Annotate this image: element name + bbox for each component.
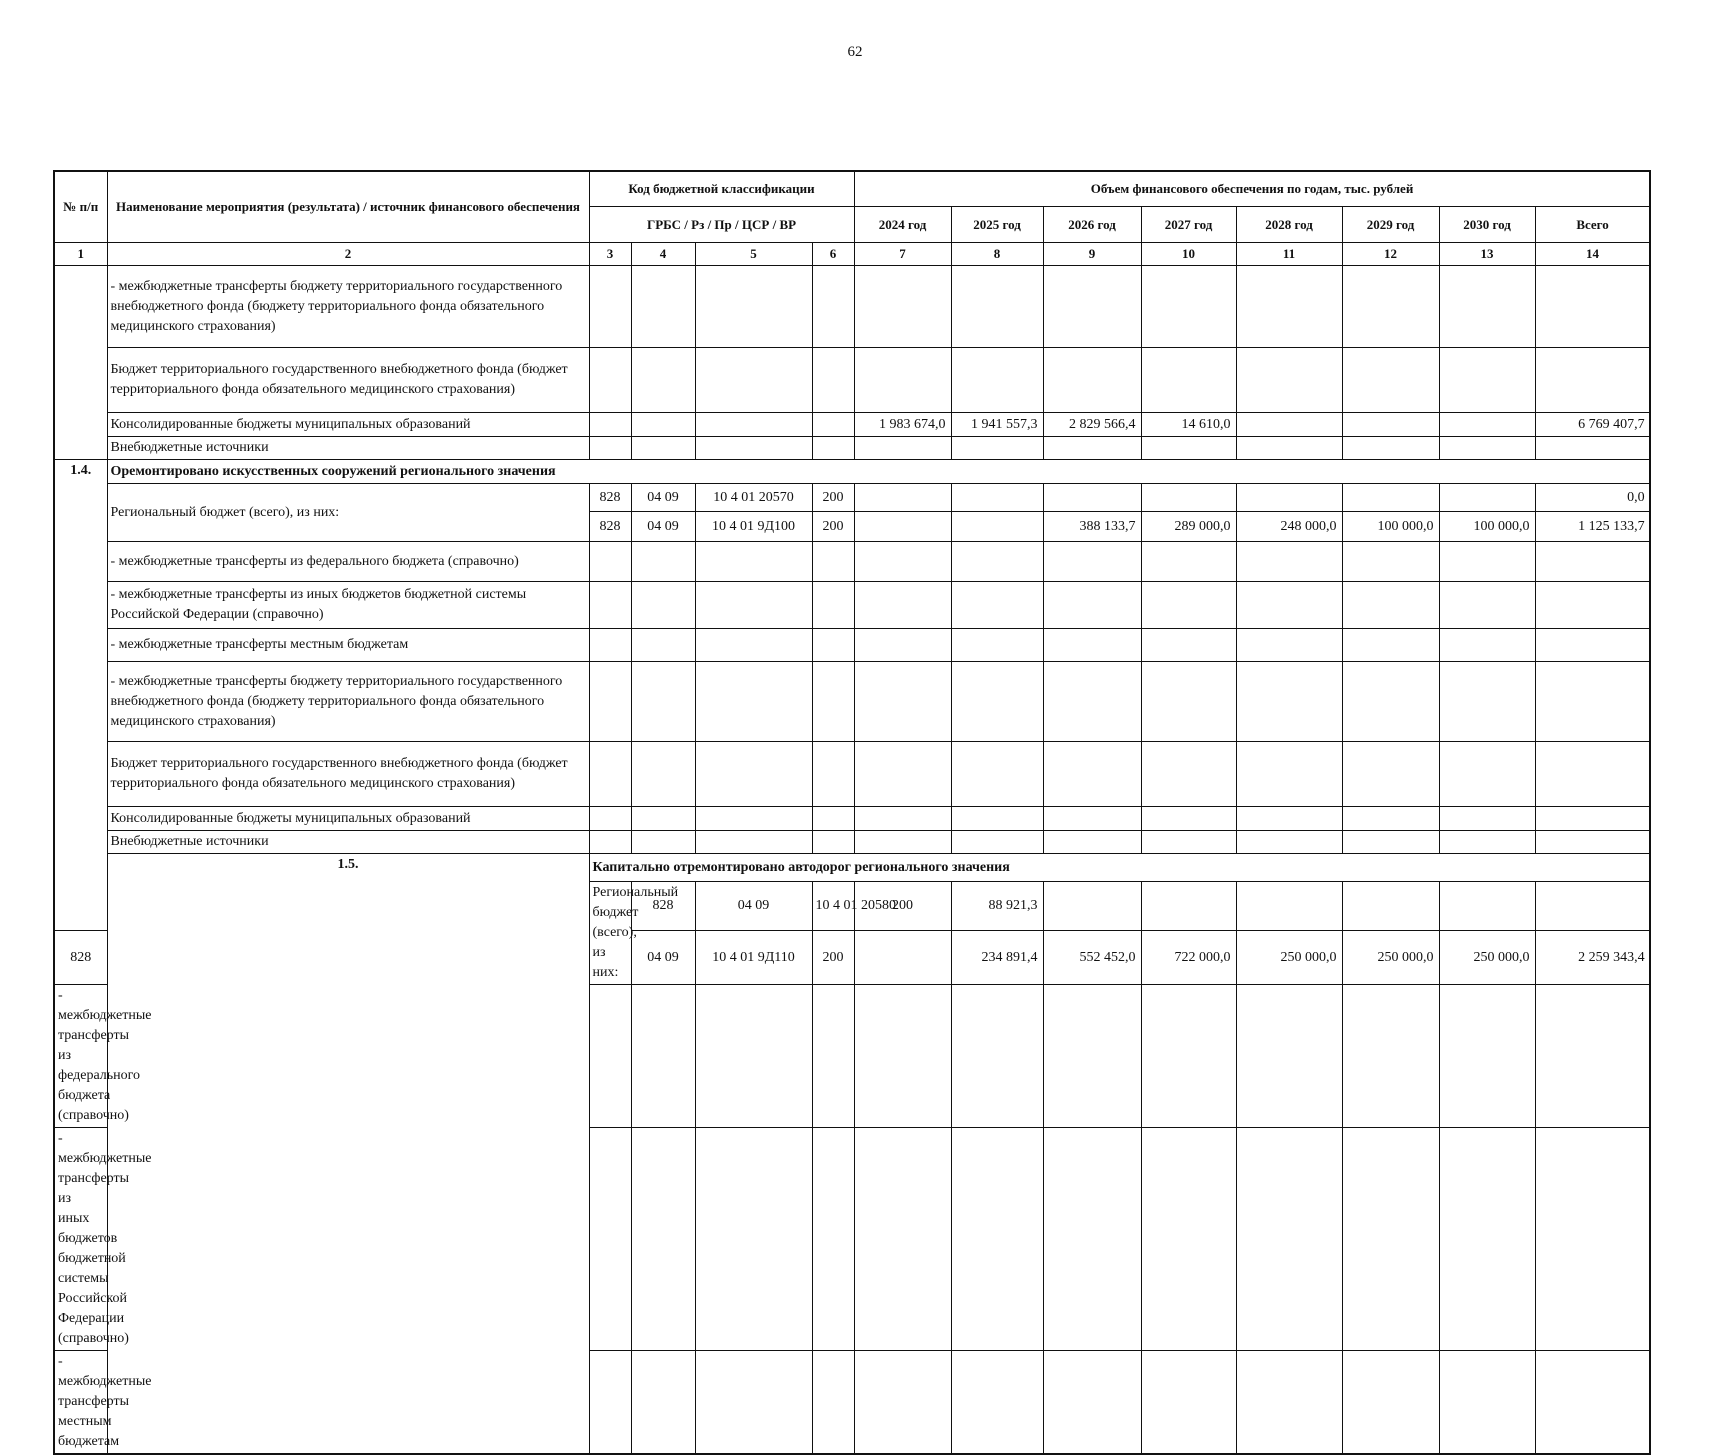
col-number: 2 — [107, 243, 589, 266]
empty-cell — [812, 437, 854, 460]
empty-cell — [1043, 807, 1141, 831]
empty-cell — [1043, 985, 1141, 1128]
value-cell: 2 829 566,4 — [1043, 413, 1141, 437]
header-year: 2024 год — [854, 207, 951, 243]
value-cell: 0,0 — [1535, 484, 1650, 512]
section-row — [54, 460, 1650, 484]
empty-cell — [1439, 348, 1535, 413]
value-cell — [854, 512, 951, 542]
code-cell: 10 4 01 9Д100 — [695, 512, 812, 542]
empty-cell — [631, 542, 695, 582]
value-cell: 250 000,0 — [1439, 931, 1535, 985]
empty-cell — [695, 1128, 812, 1351]
row-name: - межбюджетные трансферты из федерального бюджета (справочно) — [54, 985, 107, 1128]
empty-cell — [854, 437, 951, 460]
empty-cell — [1236, 582, 1342, 629]
empty-cell — [1141, 542, 1236, 582]
header-code-sub: ГРБС / Рз / Пр / ЦСР / ВР — [589, 207, 854, 243]
value-cell: 250 000,0 — [1342, 931, 1439, 985]
table-row — [54, 484, 1650, 512]
col-number: 14 — [1535, 243, 1650, 266]
empty-cell — [1236, 1351, 1342, 1455]
row-name: Региональный бюджет (всего), из них: — [589, 882, 631, 985]
col-number: 7 — [854, 243, 951, 266]
col-number: 8 — [951, 243, 1043, 266]
empty-cell — [812, 266, 854, 348]
header-year: 2029 год — [1342, 207, 1439, 243]
empty-cell — [631, 348, 695, 413]
empty-cell — [951, 582, 1043, 629]
value-cell — [1141, 882, 1236, 931]
value-cell — [1439, 413, 1535, 437]
empty-cell — [1043, 266, 1141, 348]
empty-cell — [1439, 542, 1535, 582]
empty-cell — [1535, 807, 1650, 831]
value-cell — [951, 512, 1043, 542]
empty-cell — [1535, 985, 1650, 1128]
empty-cell — [1439, 266, 1535, 348]
empty-cell — [1535, 831, 1650, 854]
empty-cell — [589, 348, 631, 413]
section-index: 1.5. — [107, 854, 589, 1455]
empty-cell — [854, 662, 951, 742]
empty-cell — [1342, 985, 1439, 1128]
empty-cell — [631, 266, 695, 348]
col-number: 4 — [631, 243, 695, 266]
empty-cell — [812, 413, 854, 437]
table-row — [54, 582, 1650, 629]
empty-cell — [951, 662, 1043, 742]
code-cell: 200 — [812, 512, 854, 542]
empty-cell — [1342, 542, 1439, 582]
header-year: 2030 год — [1439, 207, 1535, 243]
empty-cell — [1043, 437, 1141, 460]
table-row — [54, 807, 1650, 831]
empty-cell — [1535, 742, 1650, 807]
empty-cell — [812, 742, 854, 807]
value-cell — [1043, 882, 1141, 931]
empty-cell — [854, 1351, 951, 1455]
empty-cell — [1043, 348, 1141, 413]
empty-cell — [1439, 437, 1535, 460]
value-cell — [1439, 882, 1535, 931]
empty-cell — [812, 1128, 854, 1351]
empty-cell — [1535, 437, 1650, 460]
code-cell: 200 — [812, 931, 854, 985]
row-name: - межбюджетные трансферты местным бюджетам — [54, 1351, 107, 1455]
empty-cell — [589, 437, 631, 460]
empty-cell — [1342, 807, 1439, 831]
col-number: 11 — [1236, 243, 1342, 266]
empty-cell — [951, 807, 1043, 831]
empty-cell — [1439, 582, 1535, 629]
header-year: 2027 год — [1141, 207, 1236, 243]
empty-cell — [812, 629, 854, 662]
row-name: - межбюджетные трансферты бюджету территориального государственного внебюджетного фонда (бюджету территориального фонда обязательного медицинского страхования) — [107, 662, 589, 742]
header-code: Код бюджетной классификации — [589, 171, 854, 207]
row-name: - межбюджетные трансферты бюджету территориального государственного внебюджетного фонда (бюджету территориального фонда обязательного медицинского страхования) — [107, 266, 589, 348]
empty-cell — [1141, 629, 1236, 662]
empty-cell — [1439, 1128, 1535, 1351]
value-cell: 6 769 407,7 — [1535, 413, 1650, 437]
empty-cell — [1236, 742, 1342, 807]
empty-cell — [1236, 629, 1342, 662]
empty-cell — [631, 437, 695, 460]
col-number: 9 — [1043, 243, 1141, 266]
empty-cell — [589, 1351, 631, 1455]
col-number: 3 — [589, 243, 631, 266]
empty-cell — [1439, 629, 1535, 662]
empty-cell — [1141, 582, 1236, 629]
empty-cell — [1439, 831, 1535, 854]
empty-cell — [1236, 985, 1342, 1128]
empty-cell — [631, 985, 695, 1128]
empty-cell — [631, 629, 695, 662]
value-cell: 250 000,0 — [1236, 931, 1342, 985]
empty-cell — [1043, 542, 1141, 582]
empty-cell — [1141, 266, 1236, 348]
empty-cell — [1236, 831, 1342, 854]
empty-cell — [695, 582, 812, 629]
empty-cell — [589, 266, 631, 348]
table-row — [54, 831, 1650, 854]
value-cell: 1 983 674,0 — [854, 413, 951, 437]
empty-cell — [854, 582, 951, 629]
value-cell — [1535, 882, 1650, 931]
row-name: Внебюджетные источники — [107, 437, 589, 460]
value-cell — [1141, 484, 1236, 512]
empty-cell — [951, 629, 1043, 662]
empty-cell — [951, 1128, 1043, 1351]
empty-cell — [812, 1351, 854, 1455]
section-index: 1.4. — [54, 460, 107, 931]
empty-cell — [812, 985, 854, 1128]
header-year: 2026 год — [1043, 207, 1141, 243]
empty-cell — [1342, 629, 1439, 662]
empty-cell — [1043, 582, 1141, 629]
empty-cell — [1535, 582, 1650, 629]
value-cell: 1 125 133,7 — [1535, 512, 1650, 542]
value-cell — [1439, 484, 1535, 512]
empty-cell — [854, 1128, 951, 1351]
table-row — [54, 348, 1650, 413]
value-cell — [1236, 882, 1342, 931]
row-name: Региональный бюджет (всего), из них: — [107, 484, 589, 542]
col-number: 10 — [1141, 243, 1236, 266]
value-cell — [1236, 484, 1342, 512]
empty-cell — [812, 662, 854, 742]
empty-cell — [1535, 1351, 1650, 1455]
page-number: 62 — [847, 44, 863, 60]
empty-cell — [695, 807, 812, 831]
value-cell — [1043, 484, 1141, 512]
code-cell: 200 — [854, 882, 951, 931]
value-cell — [1236, 413, 1342, 437]
empty-cell — [951, 266, 1043, 348]
table-row — [54, 542, 1650, 582]
value-cell: 289 000,0 — [1141, 512, 1236, 542]
empty-cell — [951, 542, 1043, 582]
empty-cell — [1043, 1351, 1141, 1455]
empty-cell — [631, 413, 695, 437]
empty-cell — [854, 629, 951, 662]
row-name: Бюджет территориального государственного внебюджетного фонда (бюджет территориального фонда обязательного медицинского страхования) — [107, 742, 589, 807]
code-cell: 04 09 — [631, 931, 695, 985]
empty-cell — [1342, 582, 1439, 629]
empty-cell — [1236, 542, 1342, 582]
value-cell: 100 000,0 — [1342, 512, 1439, 542]
empty-cell — [695, 266, 812, 348]
header-year: 2025 год — [951, 207, 1043, 243]
empty-cell — [695, 662, 812, 742]
empty-cell — [1535, 542, 1650, 582]
value-cell: 234 891,4 — [951, 931, 1043, 985]
empty-cell — [812, 582, 854, 629]
empty-cell — [1141, 348, 1236, 413]
empty-cell — [1535, 629, 1650, 662]
col-number: 12 — [1342, 243, 1439, 266]
empty-cell — [1141, 662, 1236, 742]
table-row — [54, 413, 1650, 437]
table-row — [54, 266, 1650, 348]
table-row — [54, 629, 1650, 662]
code-cell: 828 — [631, 882, 695, 931]
empty-cell — [631, 582, 695, 629]
empty-cell — [695, 1351, 812, 1455]
empty-cell — [1236, 807, 1342, 831]
header-row — [54, 171, 1650, 207]
value-cell — [854, 931, 951, 985]
empty-cell — [1236, 266, 1342, 348]
empty-cell — [1342, 742, 1439, 807]
empty-cell — [1141, 831, 1236, 854]
empty-cell — [589, 985, 631, 1128]
empty-cell — [695, 413, 812, 437]
table-row — [54, 437, 1650, 460]
value-cell: 552 452,0 — [1043, 931, 1141, 985]
empty-cell — [1043, 831, 1141, 854]
code-cell: 828 — [589, 512, 631, 542]
col-number: 5 — [695, 243, 812, 266]
code-cell: 04 09 — [631, 512, 695, 542]
empty-cell — [1535, 348, 1650, 413]
code-cell: 04 09 — [631, 484, 695, 512]
value-cell: 1 941 557,3 — [951, 413, 1043, 437]
empty-cell — [589, 831, 631, 854]
table-row — [54, 662, 1650, 742]
empty-cell — [812, 348, 854, 413]
table-row — [54, 742, 1650, 807]
empty-cell — [951, 348, 1043, 413]
col-number: 1 — [54, 243, 107, 266]
empty-cell — [1342, 266, 1439, 348]
value-cell: 14 610,0 — [1141, 413, 1236, 437]
code-cell: 04 09 — [695, 882, 812, 931]
section-title: Капитально отремонтировано автодорог регионального значения — [589, 854, 1650, 882]
empty-cell — [631, 662, 695, 742]
index-cell — [54, 266, 107, 460]
header-name: Наименование мероприятия (результата) / источник финансового обеспечения — [107, 171, 589, 243]
section-row — [54, 854, 1650, 882]
empty-cell — [631, 742, 695, 807]
empty-cell — [1141, 807, 1236, 831]
value-cell: 100 000,0 — [1439, 512, 1535, 542]
empty-cell — [812, 542, 854, 582]
financing-table — [53, 170, 1651, 1455]
empty-cell — [951, 742, 1043, 807]
empty-cell — [1141, 1351, 1236, 1455]
empty-cell — [1043, 629, 1141, 662]
empty-cell — [1535, 662, 1650, 742]
empty-cell — [1236, 1128, 1342, 1351]
row-name: Консолидированные бюджеты муниципальных образований — [107, 413, 589, 437]
code-cell: 828 — [54, 931, 107, 985]
empty-cell — [695, 831, 812, 854]
row-name: - межбюджетные трансферты из федерального бюджета (справочно) — [107, 542, 589, 582]
section-title: Оремонтировано искусственных сооружений регионального значения — [107, 460, 1650, 484]
empty-cell — [589, 542, 631, 582]
empty-cell — [1043, 662, 1141, 742]
empty-cell — [1342, 662, 1439, 742]
code-cell: 10 4 01 20570 — [695, 484, 812, 512]
empty-cell — [695, 437, 812, 460]
empty-cell — [1439, 662, 1535, 742]
value-cell — [951, 484, 1043, 512]
value-cell: 2 259 343,4 — [1535, 931, 1650, 985]
col-number: 13 — [1439, 243, 1535, 266]
empty-cell — [589, 582, 631, 629]
empty-cell — [631, 1351, 695, 1455]
col-number: 6 — [812, 243, 854, 266]
empty-cell — [695, 742, 812, 807]
value-cell — [854, 484, 951, 512]
empty-cell — [1439, 985, 1535, 1128]
code-cell: 200 — [812, 484, 854, 512]
column-numbers-row — [54, 243, 1650, 266]
value-cell — [1342, 882, 1439, 931]
value-cell — [1342, 484, 1439, 512]
empty-cell — [1342, 1351, 1439, 1455]
code-cell: 828 — [589, 484, 631, 512]
empty-cell — [695, 985, 812, 1128]
empty-cell — [1535, 266, 1650, 348]
value-cell: 722 000,0 — [1141, 931, 1236, 985]
empty-cell — [695, 629, 812, 662]
empty-cell — [1342, 831, 1439, 854]
code-cell: 10 4 01 9Д110 — [695, 931, 812, 985]
empty-cell — [589, 742, 631, 807]
empty-cell — [1043, 742, 1141, 807]
empty-cell — [1535, 1128, 1650, 1351]
empty-cell — [1236, 348, 1342, 413]
empty-cell — [631, 1128, 695, 1351]
empty-cell — [854, 348, 951, 413]
empty-cell — [854, 807, 951, 831]
empty-cell — [589, 413, 631, 437]
empty-cell — [631, 807, 695, 831]
empty-cell — [1236, 662, 1342, 742]
empty-cell — [1141, 742, 1236, 807]
empty-cell — [1439, 1351, 1535, 1455]
empty-cell — [695, 348, 812, 413]
row-name: Бюджет территориального государственного внебюджетного фонда (бюджет территориального фонда обязательного медицинского страхования) — [107, 348, 589, 413]
empty-cell — [1236, 437, 1342, 460]
empty-cell — [951, 1351, 1043, 1455]
empty-cell — [1439, 807, 1535, 831]
empty-cell — [695, 542, 812, 582]
empty-cell — [854, 266, 951, 348]
row-name: Внебюджетные источники — [107, 831, 589, 854]
value-cell — [1342, 413, 1439, 437]
value-cell: 388 133,7 — [1043, 512, 1141, 542]
empty-cell — [854, 985, 951, 1128]
code-cell: 10 4 01 20580 — [812, 882, 854, 931]
empty-cell — [1141, 985, 1236, 1128]
empty-cell — [589, 1128, 631, 1351]
empty-cell — [951, 437, 1043, 460]
empty-cell — [812, 807, 854, 831]
empty-cell — [589, 629, 631, 662]
empty-cell — [1141, 1128, 1236, 1351]
empty-cell — [1342, 1128, 1439, 1351]
row-name: Консолидированные бюджеты муниципальных образований — [107, 807, 589, 831]
empty-cell — [631, 831, 695, 854]
value-cell: 88 921,3 — [951, 882, 1043, 931]
row-name: - межбюджетные трансферты из иных бюджетов бюджетной системы Российской Федерации (справочно) — [54, 1128, 107, 1351]
row-name: - межбюджетные трансферты из иных бюджетов бюджетной системы Российской Федерации (справочно) — [107, 582, 589, 629]
header-total: Всего — [1535, 207, 1650, 243]
empty-cell — [951, 831, 1043, 854]
header-volume: Объем финансового обеспечения по годам, тыс. рублей — [854, 171, 1650, 207]
header-year: 2028 год — [1236, 207, 1342, 243]
empty-cell — [1342, 348, 1439, 413]
empty-cell — [1439, 742, 1535, 807]
empty-cell — [589, 662, 631, 742]
empty-cell — [854, 831, 951, 854]
row-name: - межбюджетные трансферты местным бюджетам — [107, 629, 589, 662]
empty-cell — [812, 831, 854, 854]
empty-cell — [1342, 437, 1439, 460]
empty-cell — [1141, 437, 1236, 460]
empty-cell — [1043, 1128, 1141, 1351]
empty-cell — [951, 985, 1043, 1128]
empty-cell — [854, 742, 951, 807]
empty-cell — [589, 807, 631, 831]
value-cell: 248 000,0 — [1236, 512, 1342, 542]
empty-cell — [854, 542, 951, 582]
header-no: № п/п — [54, 171, 107, 243]
